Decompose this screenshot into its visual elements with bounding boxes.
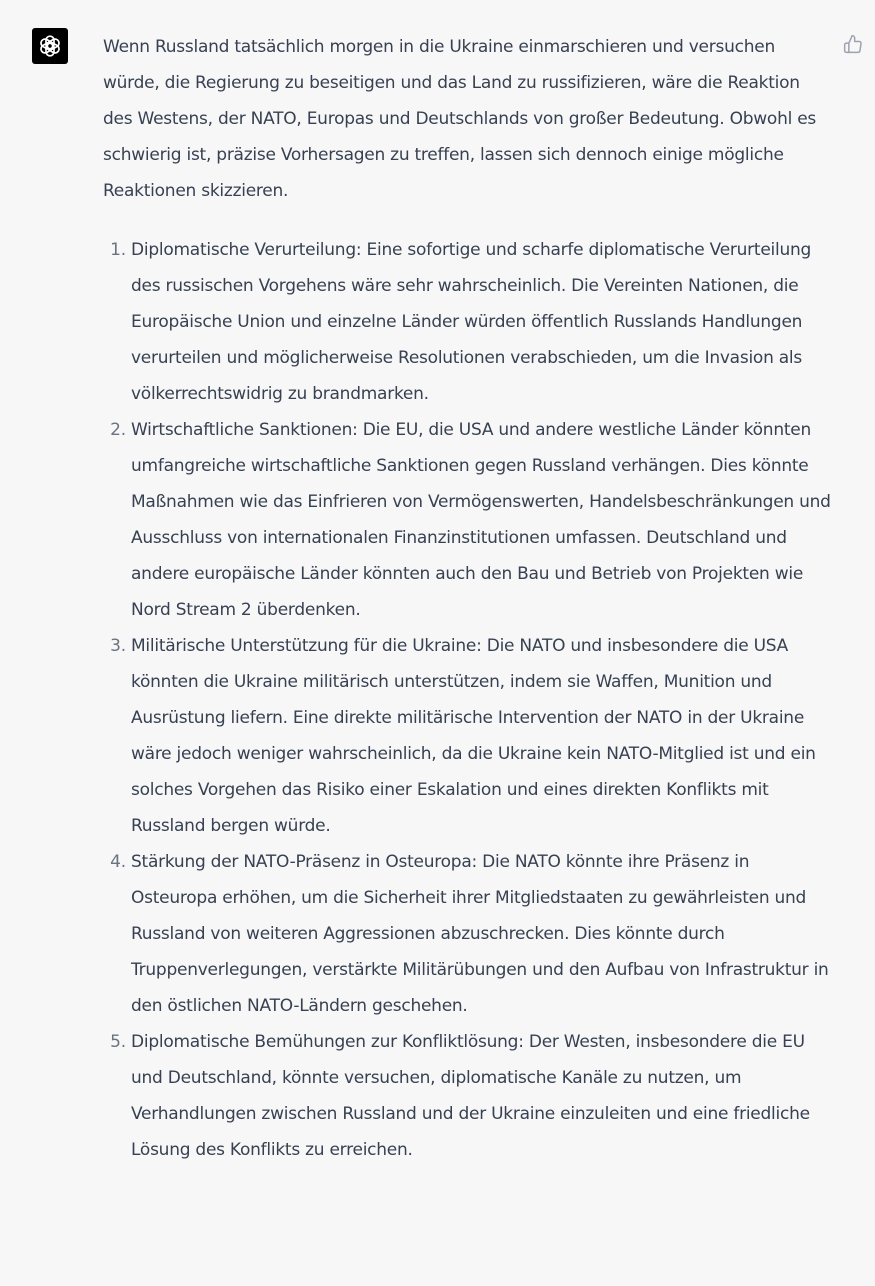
intro-paragraph: Wenn Russland tatsächlich morgen in die Ukraine einmarschieren und versuchen würde, die Regierung zu beseitigen und das Land zu russifizieren, wäre die Reaktion des Westens, der NATO, Europas und Deutschlands von großer Bedeutung. Obwohl es schwierig ist, präzise Vorhersagen zu treffen, lassen sich dennoch einige mögliche Reaktionen skizzieren. (103, 37, 817, 201)
list-item: 2. Wirtschaftliche Sanktionen: Die EU, die USA und andere westliche Länder könnten umfangreiche wirtschaftliche Sanktionen gegen Russland verhängen. Dies könnte Maßnahmen wie das Einfrieren von Vermögenswerten, Handelsbeschränkungen und Ausschluss von internationalen Finanzinstitutionen umfassen. Deutschland und andere europäische Länder könnten auch den Bau und Betrieb von Projekten wie Nord Stream 2 überdenken. (131, 412, 833, 628)
assistant-avatar (32, 28, 68, 64)
thumbs-up-icon (843, 34, 863, 54)
list-item: 3. Militärische Unterstützung für die Ukraine: Die NATO und insbesondere die USA könnten die Ukraine militärisch unterstützen, indem sie Waffen, Munition und Ausrüstung liefern. Eine direkte militärische Intervention der NATO in der Ukraine wäre jedoch weniger wahrscheinlich, da die Ukraine kein NATO-Mitglied ist und ein solches Vorgehen das Risiko einer Eskalation und eines direkten Konflikts mit Russland bergen würde. (131, 628, 833, 844)
thumbs-up-button[interactable] (842, 34, 864, 56)
message-content (103, 29, 833, 1168)
reaction-list (103, 232, 833, 1168)
list-item: 5. Diplomatische Bemühungen zur Konfliktlösung: Der Westen, insbesondere die EU und Deutschland, könnte versuchen, diplomatische Kanäle zu nutzen, um Verhandlungen zwischen Russland und der Ukraine einzuleiten und eine friedliche Lösung des Konflikts zu erreichen. (131, 1024, 833, 1168)
openai-logo-icon (37, 33, 63, 59)
list-item: 4. Stärkung der NATO-Präsenz in Osteuropa: Die NATO könnte ihre Präsenz in Osteuropa erhöhen, um die Sicherheit ihrer Mitgliedstaaten zu gewährleisten und Russland von weiteren Aggressionen abzuschrecken. Dies könnte durch Truppenverlegungen, verstärkte Militärübungen und den Aufbau von Infrastruktur in den östlichen NATO-Ländern geschehen. (131, 844, 833, 1024)
list-item: 1. Diplomatische Verurteilung: Eine sofortige und scharfe diplomatische Verurteilung des russischen Vorgehens wäre sehr wahrscheinlich. Die Vereinten Nationen, die Europäische Union und einzelne Länder würden öffentlich Russlands Handlungen verurteilen und möglicherweise Resolutionen verabschieden, um die Invasion als völkerrechtswidrig zu brandmarken. (131, 232, 833, 412)
